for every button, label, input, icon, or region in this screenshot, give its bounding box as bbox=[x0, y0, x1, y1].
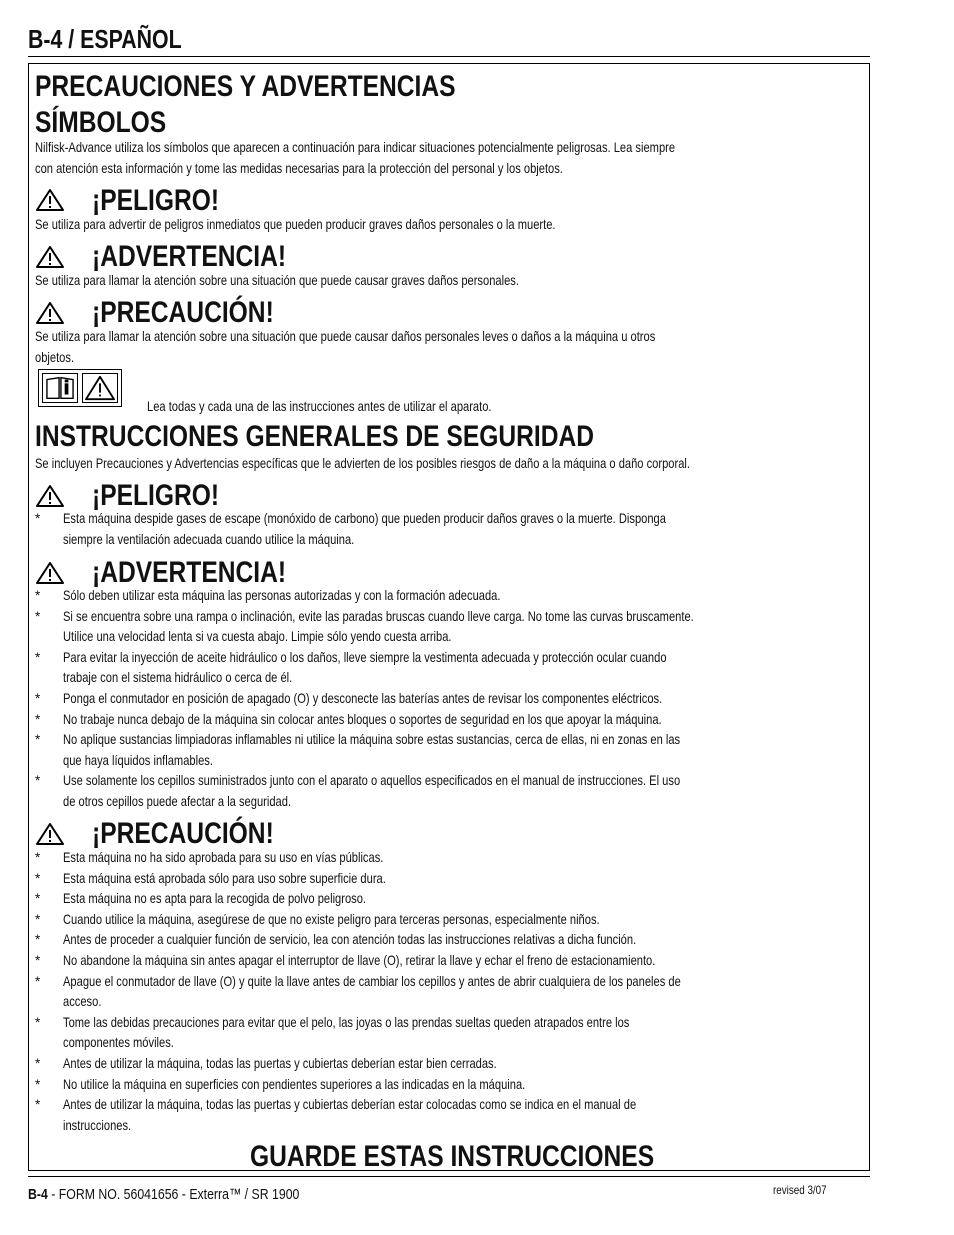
advertencia-text: Se utiliza para llamar la atención sobre una situación que puede causar graves daños personales. bbox=[35, 273, 519, 288]
bullet-marker: * bbox=[35, 932, 41, 948]
bullet-text: Si se encuentra sobre una rampa o inclinación, evite las paradas bruscas cuando lleve carga. No tome las curvas bruscamente. bbox=[63, 608, 694, 624]
bullet-text: Sólo deben utilizar esta máquina las personas autorizadas y con la formación adecuada. bbox=[63, 588, 501, 603]
g-advertencia-heading: ¡ADVERTENCIA! bbox=[92, 556, 287, 589]
main-title: PRECAUCIONES Y ADVERTENCIAS bbox=[35, 70, 456, 103]
bullet-item bbox=[35, 868, 865, 889]
bullet-item bbox=[35, 971, 865, 1012]
bullet-text: Cuando utilice la máquina, asegúrese de que no existe peligro para terceras personas, especialmente niños. bbox=[63, 911, 600, 927]
bullet-marker: * bbox=[35, 1097, 41, 1113]
symbols-heading: SÍMBOLOS bbox=[35, 106, 167, 139]
bullet-text: Para evitar la inyección de aceite hidráulico o los daños, lleve siempre la vestimenta adecuada y protección ocular cuando bbox=[63, 649, 667, 665]
bullet-item bbox=[35, 847, 865, 868]
precaucion-heading: ¡PRECAUCIÓN! bbox=[92, 296, 274, 329]
bullet-item bbox=[35, 709, 865, 730]
bullet-text: No trabaje nunca debajo de la máquina sin colocar antes bloques o soportes de seguridad en los que apoyar la máquina. bbox=[63, 711, 662, 727]
bullet-text: Ponga el conmutador en posición de apagado (O) y desconecte las baterías antes de revisar los componentes eléctricos. bbox=[63, 691, 663, 706]
bullet-marker: * bbox=[35, 850, 41, 865]
bullet-marker: * bbox=[35, 649, 41, 665]
bullet-text: instrucciones. bbox=[63, 1117, 132, 1133]
bullet-text: No utilice la máquina en superficies con pendientes superiores a las indicadas en la máquina. bbox=[63, 1076, 526, 1092]
advertencia-heading: ¡ADVERTENCIA! bbox=[92, 240, 287, 273]
bullet-marker: * bbox=[35, 891, 41, 907]
bullet-item bbox=[35, 1094, 865, 1135]
bullet-marker: * bbox=[35, 511, 41, 526]
bullet-text: acceso. bbox=[63, 994, 102, 1010]
footer-form bbox=[28, 1186, 359, 1203]
bullet-text: que haya líquidos inflamables. bbox=[63, 752, 213, 768]
page-header-title: B-4 / ESPAÑOL bbox=[28, 24, 182, 54]
bullet-item bbox=[35, 950, 865, 971]
bullet-marker: * bbox=[35, 691, 41, 706]
bullet-marker: * bbox=[35, 773, 41, 789]
bullet-text: Esta máquina despide gases de escape (monóxido de carbono) que pueden producir daños graves o la muerte. Disponga bbox=[63, 511, 666, 526]
bullet-marker: * bbox=[35, 608, 41, 624]
symbols-box bbox=[38, 369, 122, 407]
bullet-text: Use solamente los cepillos suministrados junto con el aparato o aquellos especificados en el manual de instrucciones. El uso bbox=[63, 773, 681, 789]
bullet-marker: * bbox=[35, 1056, 41, 1071]
bullet-marker: * bbox=[35, 588, 41, 603]
general-intro: Se incluyen Precauciones y Advertencias específicas que le advierten de los posibles riesgos de daño a la máquina o daño corporal. bbox=[35, 456, 690, 471]
bullet-text: Esta máquina no es apta para la recogida de polvo peligroso. bbox=[63, 891, 367, 907]
bullet-marker: * bbox=[35, 973, 41, 989]
bullet-item bbox=[35, 606, 865, 647]
footer-rule bbox=[28, 1176, 870, 1177]
footer-form-text: - FORM NO. 56041656 - Exterra™ / SR 1900 bbox=[47, 1186, 300, 1203]
bullet-marker: * bbox=[35, 732, 41, 748]
bullet-text: siempre la ventilación adecuada cuando utilice la máquina. bbox=[63, 531, 355, 547]
bullet-item bbox=[35, 770, 865, 811]
general-heading: INSTRUCCIONES GENERALES DE SEGURIDAD bbox=[35, 420, 595, 453]
footer-page-label: B-4 bbox=[28, 1186, 48, 1203]
bullet-item bbox=[35, 688, 865, 709]
bullet-marker: * bbox=[35, 1076, 41, 1092]
bullet-text: Apague el conmutador de llave (O) y quite la llave antes de cambiar los cepillos y antes de abrir cualquiera de los paneles de bbox=[63, 973, 681, 989]
bullet-text: Esta máquina no ha sido aprobada para su uso en vías públicas. bbox=[63, 850, 384, 865]
bullet-marker: * bbox=[35, 911, 41, 927]
save-instructions-heading: GUARDE ESTAS INSTRUCCIONES bbox=[250, 1140, 655, 1173]
bullet-marker: * bbox=[35, 711, 41, 727]
bullet-item bbox=[35, 909, 865, 930]
symbols-intro-1: Nilfisk-Advance utiliza los símbolos que aparecen a continuación para indicar situaciones potencialmente peligrosas. Lea siempre bbox=[35, 140, 676, 155]
bullet-item bbox=[35, 929, 865, 950]
bullet-item bbox=[35, 1012, 865, 1053]
peligro-text: Se utiliza para advertir de peligros inmediatos que pueden producir graves daños personales o la muerte. bbox=[35, 217, 556, 232]
precaucion-text-1: Se utiliza para llamar la atención sobre una situación que puede causar daños personales leves o daños a la máquina u otros bbox=[35, 329, 656, 344]
bullet-marker: * bbox=[35, 870, 41, 886]
g-precaucion-heading: ¡PRECAUCIÓN! bbox=[92, 817, 274, 850]
page-header bbox=[28, 22, 870, 57]
precaucion-text-2: objetos. bbox=[35, 350, 75, 365]
bullet-text: componentes móviles. bbox=[63, 1035, 174, 1051]
bullet-text: Esta máquina está aprobada sólo para uso sobre superficie dura. bbox=[63, 870, 386, 886]
read-instructions-text: Lea todas y cada una de las instrucciones antes de utilizar el aparato. bbox=[147, 399, 492, 414]
symbols-intro-2: con atención esta información y tome las medidas necesarias para la protección del personal y los objetos. bbox=[35, 161, 563, 176]
bullet-item bbox=[35, 647, 865, 688]
peligro-heading: ¡PELIGRO! bbox=[92, 184, 220, 217]
bullet-text: No abandone la máquina sin antes apagar el interruptor de llave (O), retirar la llave y echar el freno de estacionamiento. bbox=[63, 953, 656, 968]
bullet-text: de otros cepillos puede afectar a la seguridad. bbox=[63, 793, 292, 809]
warning-triangle-icon bbox=[35, 188, 65, 217]
bullet-item bbox=[35, 1074, 865, 1095]
bullet-text: Antes de proceder a cualquier función de servicio, lea con atención todas las instrucciones relativas a dicha función. bbox=[63, 932, 637, 948]
bullet-item bbox=[35, 508, 865, 549]
bullet-item bbox=[35, 585, 865, 606]
bullet-text: No aplique sustancias limpiadoras inflamables ni utilice la máquina sobre estas sustancias, cerca de ellas, ni en zonas en las bbox=[63, 732, 681, 748]
footer-revised: revised 3/07 bbox=[773, 1183, 827, 1197]
manual-book-icon bbox=[42, 373, 78, 403]
bullet-text: Antes de utilizar la máquina, todas las puertas y cubiertas deberían estar bien cerradas. bbox=[63, 1056, 497, 1071]
warning-triangle-icon bbox=[82, 373, 118, 403]
g-peligro-heading: ¡PELIGRO! bbox=[92, 479, 220, 512]
bullet-marker: * bbox=[35, 1014, 41, 1030]
bullet-text: Tome las debidas precauciones para evitar que el pelo, las joyas o las prendas sueltas queden atrapados entre los bbox=[63, 1014, 630, 1030]
bullet-marker: * bbox=[35, 953, 41, 968]
bullet-item bbox=[35, 1053, 865, 1074]
bullet-item bbox=[35, 888, 865, 909]
bullet-item bbox=[35, 729, 865, 770]
bullet-text: Utilice una velocidad lenta si va cuesta abajo. Limpie sólo yendo cuesta arriba. bbox=[63, 629, 452, 645]
bullet-text: Antes de utilizar la máquina, todas las puertas y cubiertas deberían estar colocadas como se indica en el manual de bbox=[63, 1097, 637, 1113]
bullet-text: trabaje con el sistema hidráulico o cerca de él. bbox=[63, 670, 293, 686]
